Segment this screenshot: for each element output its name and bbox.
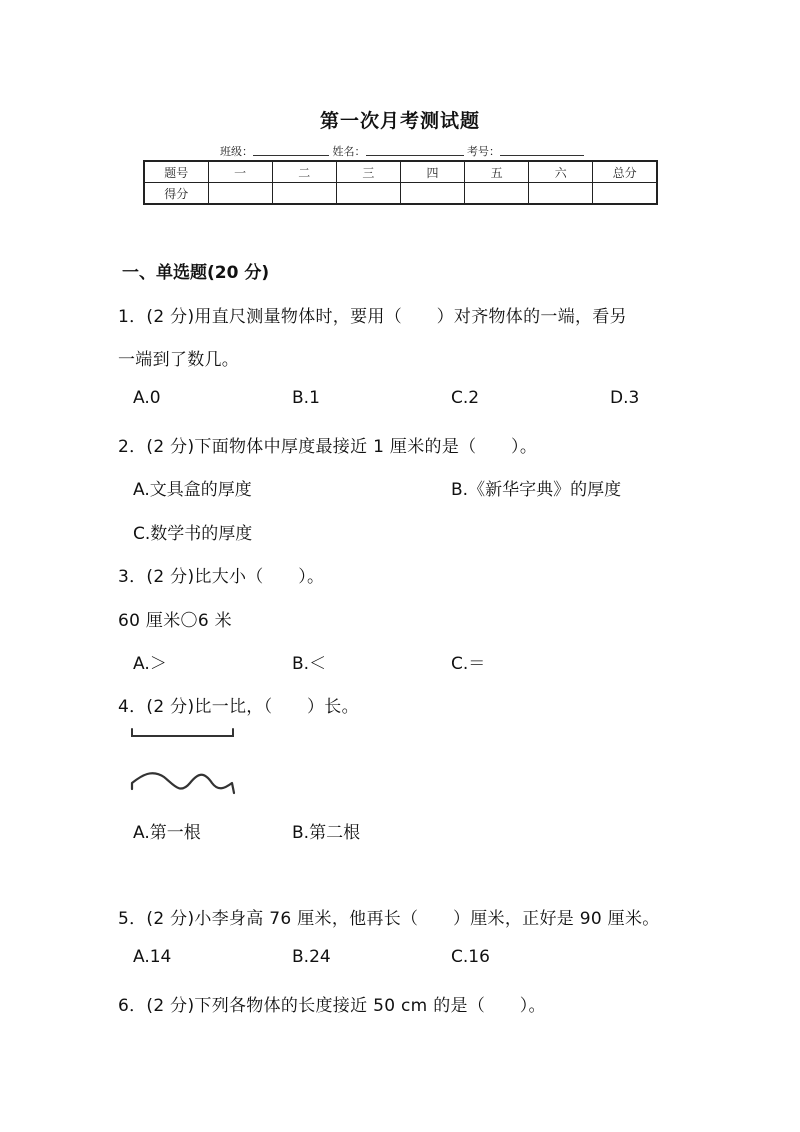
page-title: 第一次月考测试题 — [319, 110, 480, 132]
question-5-option-b: B.24 — [292, 947, 331, 967]
header-cell-3: 三 — [336, 161, 400, 183]
question-3-text: 3．(2 分)比大小（ ）。 — [118, 567, 325, 587]
header-cell-1: 一 — [208, 161, 272, 183]
score-cell-6 — [529, 183, 593, 205]
wavy-line-figure — [132, 773, 234, 793]
question-1-option-c: C.2 — [451, 388, 480, 408]
question-6-text: 6．(2 分)下列各物体的长度接近 50 cm 的是（ ）。 — [118, 996, 546, 1016]
question-2-option-b: B.《新华字典》的厚度 — [451, 480, 622, 500]
score-cell-3 — [336, 183, 400, 205]
score-table — [143, 160, 658, 205]
question-2-option-c: C.数学书的厚度 — [133, 524, 253, 544]
section-heading: 一、单选题(20 分) — [122, 263, 270, 283]
score-cell-2 — [272, 183, 336, 205]
question-1-text: 1．(2 分)用直尺测量物体时，要用（ ）对齐物体的一端，看另 — [118, 307, 627, 327]
question-3-option-b: B.＜ — [292, 654, 327, 674]
score-cell-1 — [208, 183, 272, 205]
question-4-option-a: A.第一根 — [133, 823, 201, 843]
question-1-option-d: D.3 — [610, 388, 640, 408]
score-row-label: 得分 — [144, 183, 208, 205]
class-blank — [253, 145, 329, 156]
question-3-comparison: 60 厘米〇6 米 — [118, 611, 232, 631]
header-cell-number: 题号 — [144, 161, 208, 183]
name-blank — [366, 145, 464, 156]
class-label: 班级： — [220, 145, 253, 158]
name-label: 姓名： — [332, 145, 366, 158]
question-3-option-a: A.＞ — [133, 654, 167, 674]
question-1-option-b: B.1 — [292, 388, 320, 408]
question-5-text: 5．(2 分)小李身高 76 厘米，他再长（ ）厘米，正好是 90 厘米。 — [118, 909, 660, 929]
number-blank — [500, 145, 584, 156]
number-label: 考号： — [467, 145, 500, 158]
question-1-option-a: A.0 — [133, 388, 161, 408]
header-cell-6: 六 — [529, 161, 593, 183]
question-5-option-c: C.16 — [451, 947, 490, 967]
score-table-header-row — [144, 161, 657, 183]
header-cell-total: 总分 — [593, 161, 657, 183]
question-2-text: 2．(2 分)下面物体中厚度最接近 1 厘米的是（ ）。 — [118, 437, 538, 457]
score-table-score-row — [144, 183, 657, 205]
question-2-option-a: A.文具盒的厚度 — [133, 480, 252, 500]
score-cell-4 — [400, 183, 464, 205]
score-cell-5 — [465, 183, 529, 205]
header-cell-5: 五 — [465, 161, 529, 183]
student-info-line — [220, 143, 584, 159]
question-4-option-b: B.第二根 — [292, 823, 361, 843]
header-cell-4: 四 — [400, 161, 464, 183]
question-3-option-c: C.＝ — [451, 654, 486, 674]
question-4-text: 4．(2 分)比一比，（ ）长。 — [118, 697, 359, 717]
header-cell-2: 二 — [272, 161, 336, 183]
question-5-option-a: A.14 — [133, 947, 172, 967]
ropes-illustration — [128, 725, 243, 805]
straight-line-figure — [132, 729, 233, 736]
question-1-text-cont: 一端到了数几。 — [118, 350, 240, 370]
score-cell-total — [593, 183, 657, 205]
